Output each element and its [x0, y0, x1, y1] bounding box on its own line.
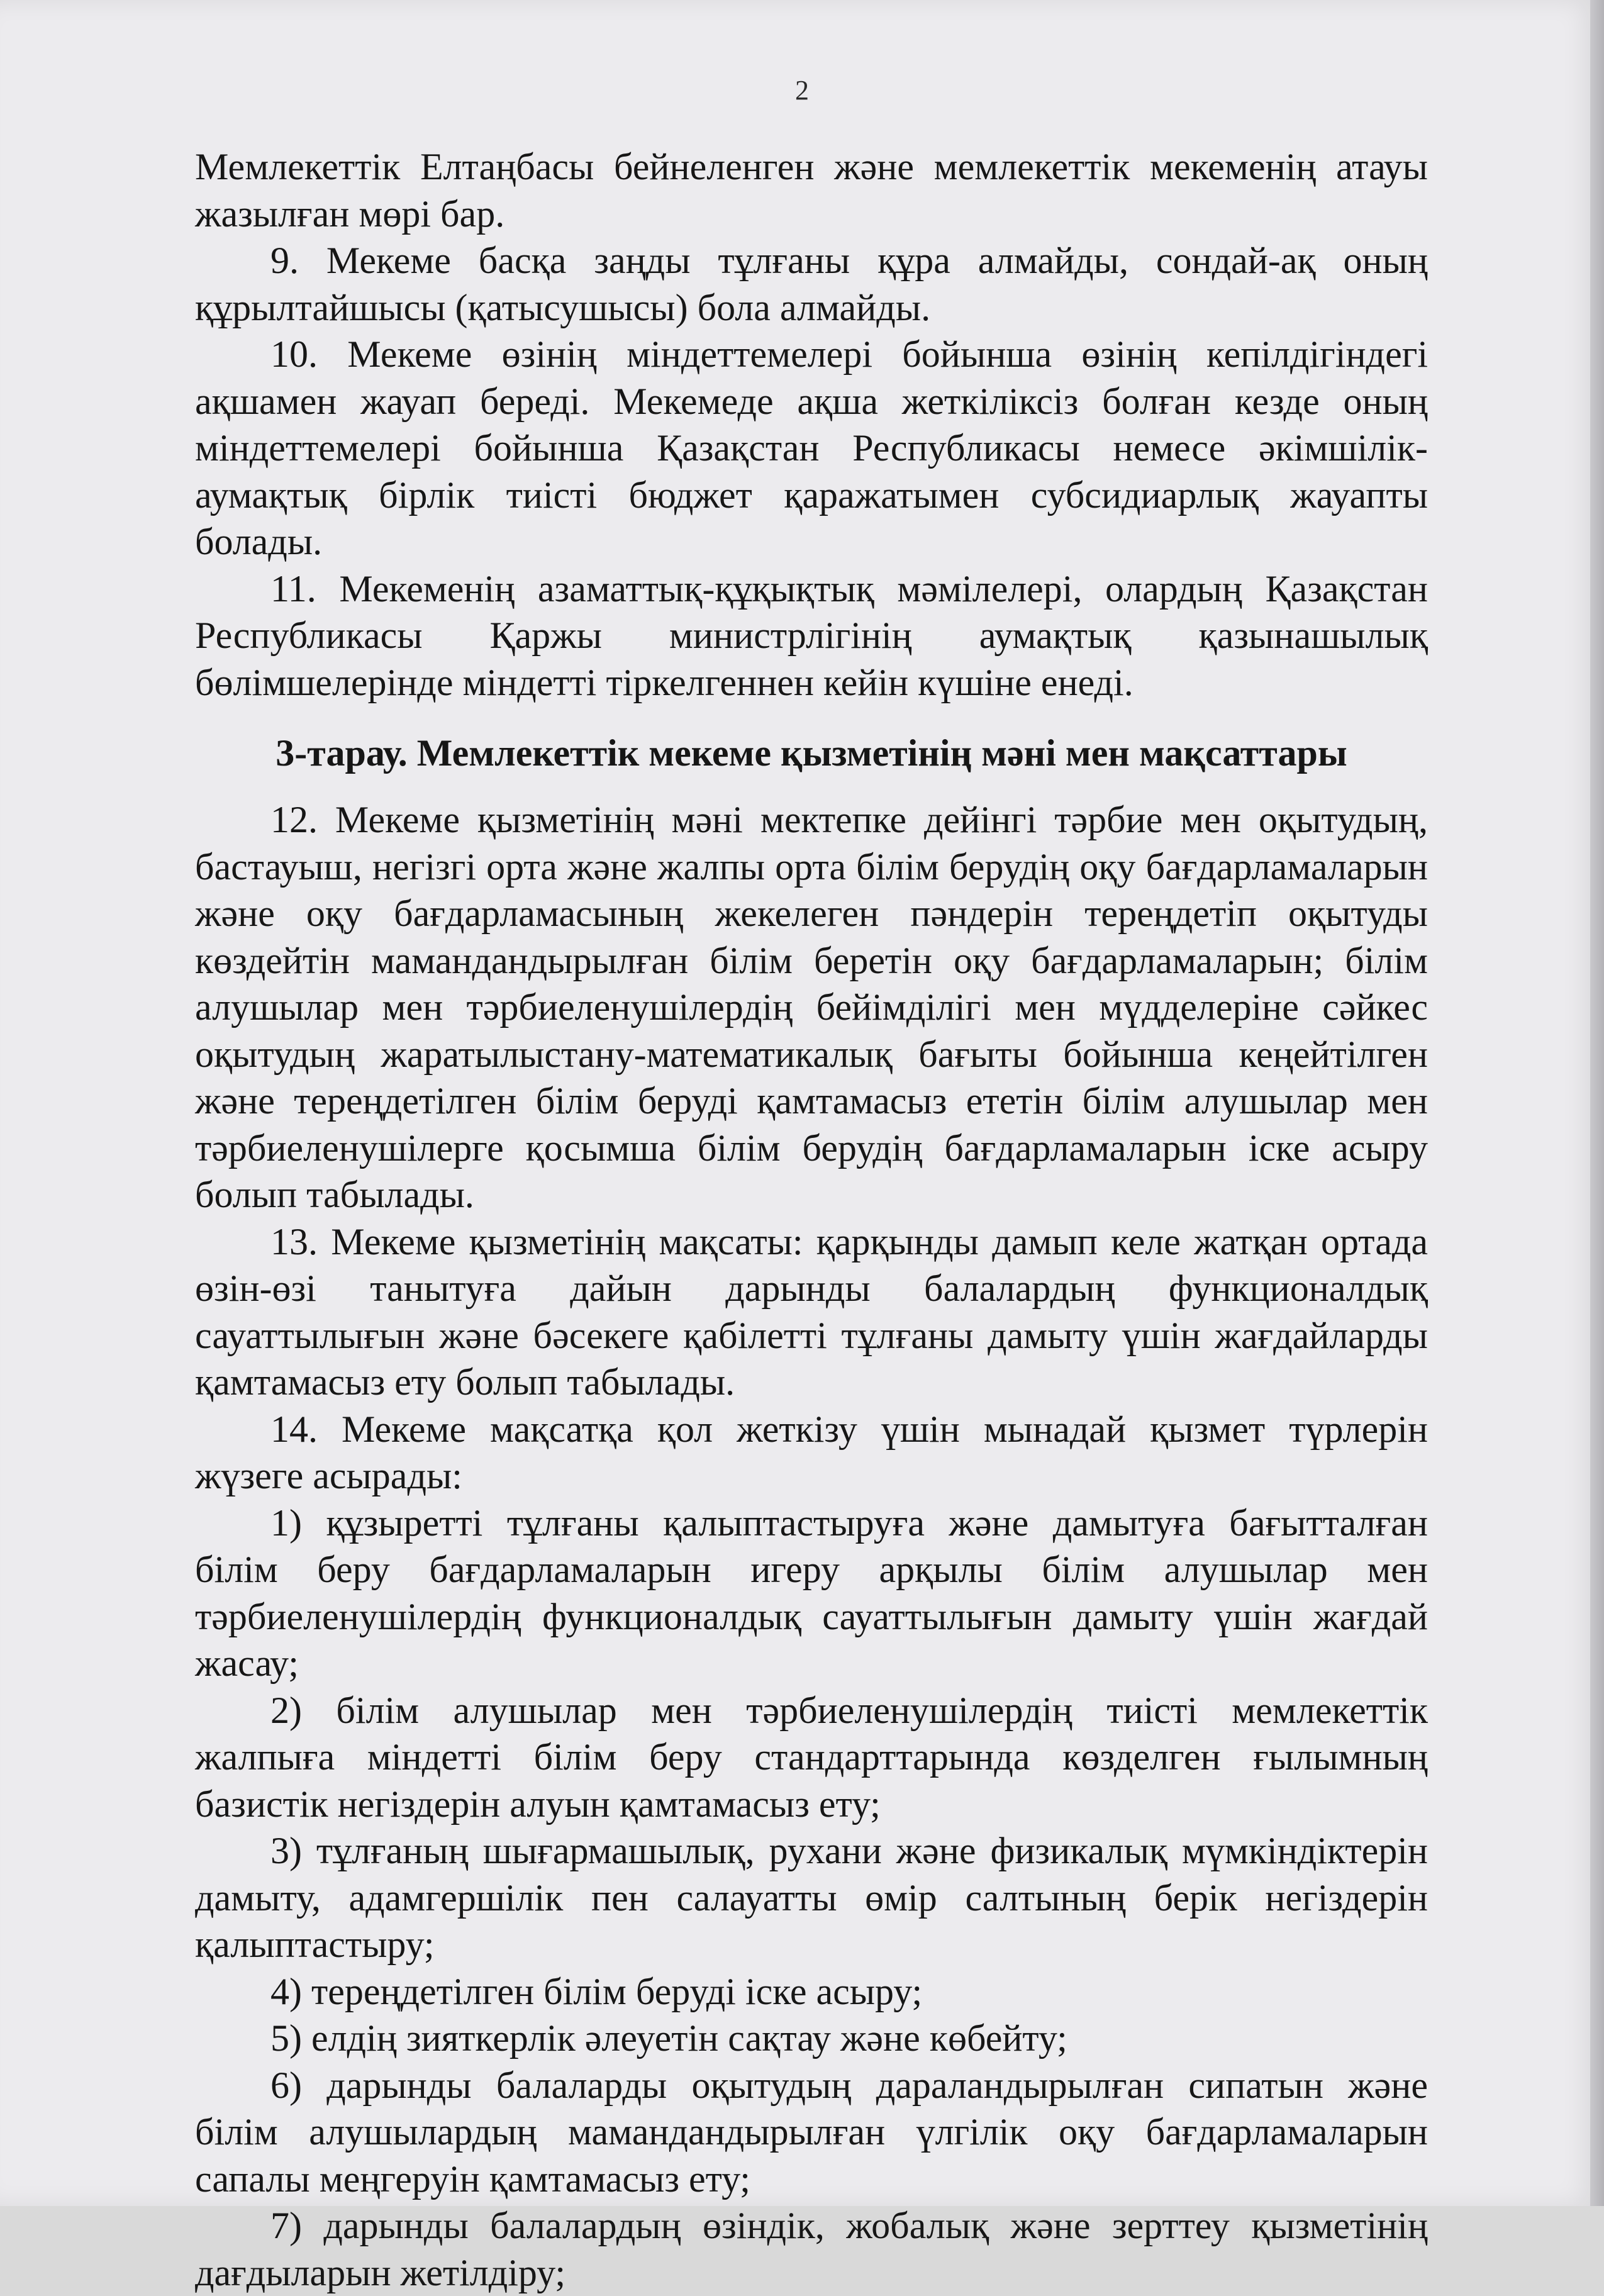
list-item-5: 5) елдің зияткерлік әлеуетін сақтау және көбейту;	[270, 2017, 1067, 2059]
page-number: 2	[795, 75, 809, 106]
list-item-4: 4) тереңдетілген білім беруді іске асыру;	[270, 1970, 923, 2012]
list-item-6: 6) дарынды балаларды оқытудың дараландырылған сипатын және білім алушылардың мамандандырылған үлгілік оқу бағдарламаларын сапалы меңгеруін қамтамасыз ету;	[195, 2064, 1428, 2200]
paragraph-9: 9. Мекеме басқа заңды тұлғаны құра алмайды, сондай-ақ оның құрылтайшысы (қатысушысы) бола алмайды.	[195, 240, 1428, 328]
list-item-7: 7) дарынды балалардың өзіндік, жобалық және зерттеу қызметінің дағдыларын жетілдіру;	[195, 2205, 1428, 2293]
paragraph-12: 12. Мекеме қызметінің мәні мектепке дейінгі тәрбие мен оқытудың, бастауыш, негізгі орта және жалпы орта білім берудің оқу бағдарламаларын және оқу бағдарламасының жекелеген пәндерін тереңдетіп оқытуды көздейтін мамандандырылған білім беретін оқу бағдарламаларын; білім алушылар мен тәрбиеленушілердің бейімділігі мен мүдделеріне сәйкес оқытудың жаратылыстану-математикалық бағыты бойынша кеңейтілген және тереңдетілген білім беруді қамтамасыз ететін білім алушылар мен тәрбиеленушілерге қосымша білім берудің бағдарламаларын іске асыру болып табылады.	[195, 799, 1428, 1215]
page-edge-shadow	[1590, 0, 1604, 2206]
list-item-2: 2) білім алушылар мен тәрбиеленушілердің тиісті мемлекеттік жалпыға міндетті білім беру стандарттарында көзделген ғылымның базистік негіздерін алуын қамтамасыз ету;	[195, 1689, 1428, 1825]
paragraph-14: 14. Мекеме мақсатқа қол жеткізу үшін мынадай қызмет түрлерін жүзеге асырады:	[195, 1408, 1428, 1496]
paragraph-11: 11. Мекеменің азаматтық-құқықтық мәмілелері, олардың Қазақстан Республикасы Қаржы министрлігінің аумақтық қазынашылық бөлімшелерінде міндетті тіркелгеннен кейін күшіне енеді.	[195, 567, 1428, 703]
list-item-1: 1) құзыретті тұлғаны қалыптастыруға және дамытуға бағытталған білім беру бағдарламаларын игеру арқылы білім алушылар мен тәрбиеленушілердің функционалдық сауаттылығын дамыту үшін жағдай жасау;	[195, 1502, 1428, 1684]
chapter-heading: 3-тарау. Мемлекеттік мекеме қызметінің мәні мен мақсаттары	[276, 732, 1347, 774]
paragraph-10: 10. Мекеме өзінің міндеттемелері бойынша өзінің кепілдігіндегі ақшамен жауап береді. Мекемеде ақша жеткіліксіз болған кезде оның міндеттемелері бойынша Қазақстан Республикасы немесе әкімшілік-аумақтық бірлік тиісті бюджет қаражатымен субсидиарлық жауапты болады.	[195, 333, 1428, 562]
list-item-3: 3) тұлғаның шығармашылық, рухани және физикалық мүмкіндіктерін дамыту, адамгершілік пен салауатты өмір салтының берік негіздерін қалыптастыру;	[195, 1830, 1428, 1965]
document-body	[195, 143, 1428, 2296]
paragraph-continuation: Мемлекеттік Елтаңбасы бейнеленген және мемлекеттік мекеменің атауы жазылған мөрі бар.	[195, 146, 1428, 235]
paragraph-13: 13. Мекеме қызметінің мақсаты: қарқынды дамып келе жатқан ортада өзін-өзі танытуға дайын дарынды балалардың функционалдық сауаттылығын және бәсекеге қабілетті тұлғаны дамыту үшін жағдайларды қамтамасыз ету болып табылады.	[195, 1220, 1428, 1403]
